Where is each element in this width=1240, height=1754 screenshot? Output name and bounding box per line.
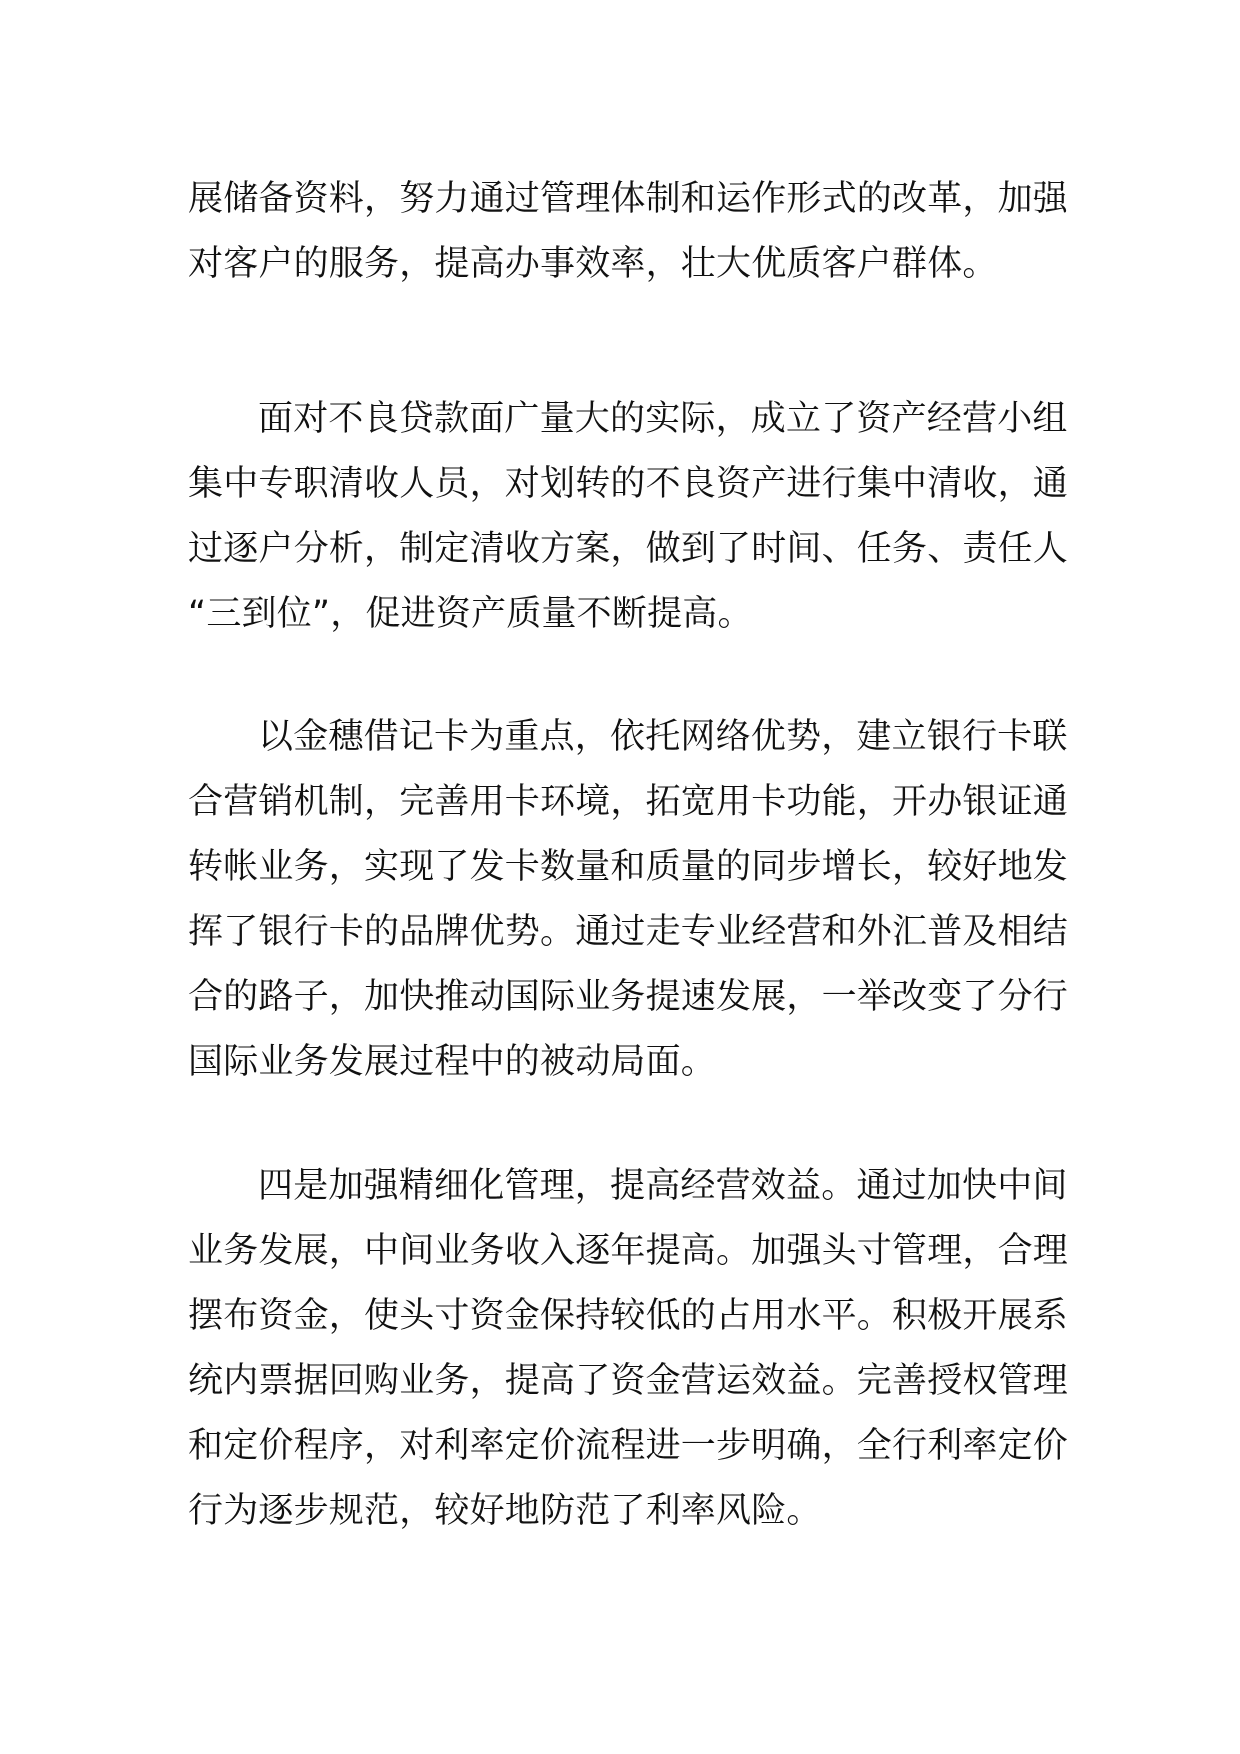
- paragraph-3-line-1: 以金穗借记卡为重点，依托网络优势，建立银行卡联: [258, 717, 1068, 757]
- paragraph-2-line-3: 过逐户分析，制定清收方案，做到了时间、任务、责任人: [188, 529, 1069, 569]
- paragraph-1-line-2: 对客户的服务，提高办事效率，壮大优质客户群体。: [188, 244, 998, 284]
- paragraph-3-line-3: 转帐业务，实现了发卡数量和质量的同步增长，较好地发: [188, 847, 1069, 887]
- paragraph-2-line-4: “三到位”，促进资产质量不断提高。: [188, 594, 753, 634]
- paragraph-4-line-4: 统内票据回购业务，提高了资金营运效益。完善授权管理: [188, 1361, 1069, 1401]
- paragraph-3-line-4: 挥了银行卡的品牌优势。通过走专业经营和外汇普及相结: [188, 912, 1069, 952]
- paragraph-2-line-1: 面对不良贷款面广量大的实际，成立了资产经营小组: [258, 399, 1068, 439]
- paragraph-4-line-2: 业务发展，中间业务收入逐年提高。加强头寸管理，合理: [188, 1231, 1069, 1271]
- paragraph-1-line-1: 展储备资料，努力通过管理体制和运作形式的改革，加强: [188, 179, 1069, 219]
- paragraph-3-line-6: 国际业务发展过程中的被动局面。: [188, 1042, 717, 1082]
- paragraph-2-line-2: 集中专职清收人员，对划转的不良资产进行集中清收，通: [188, 464, 1069, 504]
- paragraph-4-line-5: 和定价程序，对利率定价流程进一步明确，全行利率定价: [188, 1426, 1069, 1466]
- paragraph-3-line-2: 合营销机制，完善用卡环境，拓宽用卡功能，开办银证通: [188, 782, 1069, 822]
- paragraph-3-line-5: 合的路子，加快推动国际业务提速发展，一举改变了分行: [188, 977, 1069, 1017]
- paragraph-4-line-1: 四是加强精细化管理，提高经营效益。通过加快中间: [258, 1166, 1068, 1206]
- paragraph-4-line-6: 行为逐步规范，较好地防范了利率风险。: [188, 1491, 822, 1531]
- paragraph-4-line-3: 摆布资金，使头寸资金保持较低的占用水平。积极开展系: [188, 1296, 1069, 1336]
